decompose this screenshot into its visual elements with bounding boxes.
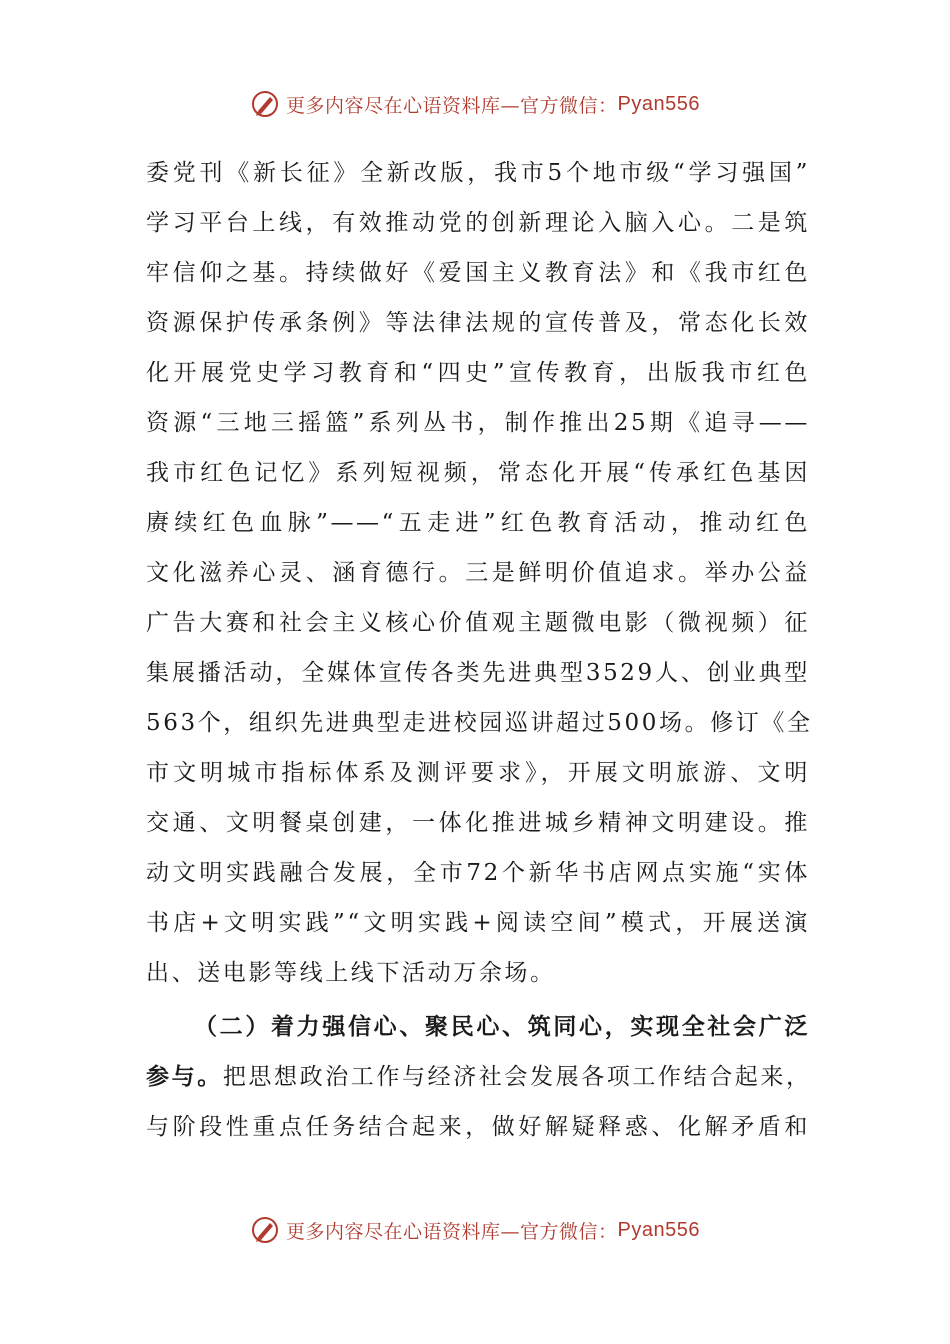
watermark-text: 更多内容尽在心语资料库—官方微信： (286, 94, 618, 117)
document-body (146, 148, 813, 1152)
text-line: 委党刊《新长征》全新改版，我市5个地市级“学习强国” (146, 160, 810, 186)
section-heading-line: （二）着力强信心、聚民心、筑同心，实现全社会广泛 (194, 1013, 810, 1040)
text-line: 广告大赛和社会主义核心价值观主题微电影（微视频）征 (146, 610, 810, 636)
pen-logo-icon (250, 89, 280, 119)
text-line: 资源“三地三摇篮”系列丛书，制作推出25期《追寻—— (146, 410, 810, 436)
section-heading-end: 参与。 (146, 1063, 223, 1090)
paragraph-2 (146, 1002, 810, 1152)
pen-logo-icon (250, 1215, 280, 1245)
text-line (146, 1052, 810, 1102)
watermark-wechat-id: Pyan556 (617, 1218, 700, 1241)
text-line: 动文明实践融合发展，全市72个新华书店网点实施“实体 (146, 860, 810, 886)
text-line: 文化滋养心灵、涵育德行。三是鲜明价值追求。举办公益 (146, 560, 810, 586)
watermark-header (0, 84, 950, 124)
text-line: 牢信仰之基。持续做好《爱国主义教育法》和《我市红色 (146, 260, 810, 286)
watermark-wechat-id: Pyan556 (617, 92, 700, 115)
text-line: 集展播活动，全媒体宣传各类先进典型3529人、创业典型 (146, 660, 810, 686)
text-line: 赓续红色血脉”——“五走进”红色教育活动，推动红色 (146, 510, 810, 536)
watermark-footer (0, 1210, 950, 1250)
watermark-text: 更多内容尽在心语资料库—官方微信： (286, 1220, 618, 1243)
text-line: 我市红色记忆》系列短视频，常态化开展“传承红色基因 (146, 460, 810, 486)
text-line: 出、送电影等线上线下活动万余场。 (146, 960, 556, 986)
text-line: 与阶段性重点任务结合起来，做好解疑释惑、化解矛盾和 (146, 1114, 810, 1140)
text-line: 资源保护传承条例》等法律法规的宣传普及，常态化长效 (146, 310, 810, 336)
text-line: 化开展党史学习教育和“四史”宣传教育，出版我市红色 (146, 360, 810, 386)
text-segment: 把思想政治工作与经济社会发展各项工作结合起来， (222, 1064, 812, 1090)
text-line: 书店+文明实践”“文明实践+阅读空间”模式，开展送演 (146, 910, 810, 936)
text-line: 市文明城市指标体系及测评要求》，开展文明旅游、文明 (146, 760, 810, 786)
text-line: 学习平台上线，有效推动党的创新理论入脑入心。二是筑 (146, 210, 810, 236)
text-line: 交通、文明餐桌创建，一体化推进城乡精神文明建设。推 (146, 810, 810, 836)
paragraph-1 (146, 148, 813, 998)
text-line: 563个，组织先进典型走进校园巡讲超过500场。修订《全 (146, 710, 813, 736)
